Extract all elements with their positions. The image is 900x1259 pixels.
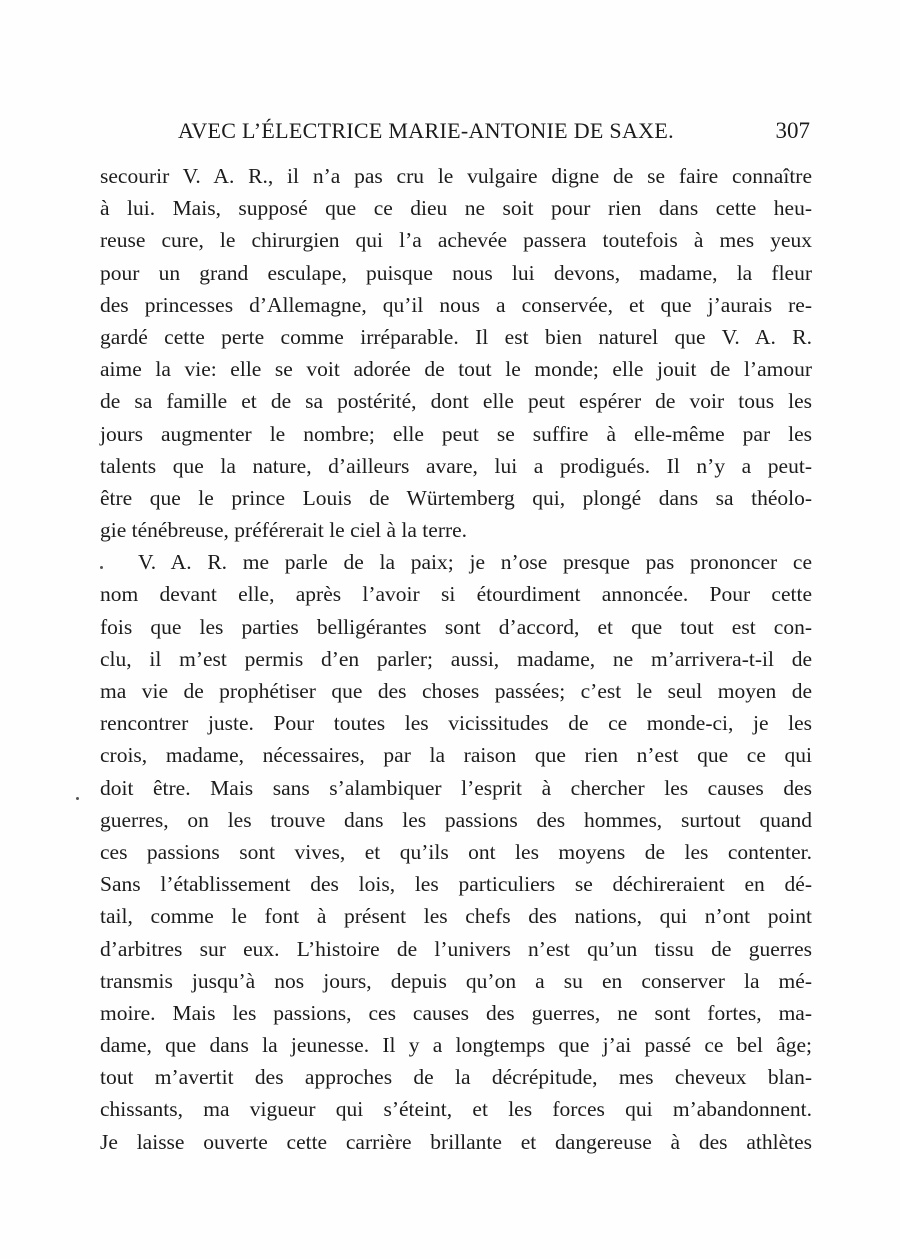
text-line: à lui. Mais, supposé que ce dieu ne soit pour rien dans cette heu- bbox=[100, 196, 812, 221]
text-line: chissants, ma vigueur qui s’éteint, et les forces qui m’abandonnent. bbox=[100, 1097, 812, 1122]
text-line: tail, comme le font à présent les chefs des nations, qui n’ont point bbox=[100, 904, 812, 929]
text-line: de sa famille et de sa postérité, dont elle peut espérer de voir tous les bbox=[100, 389, 812, 414]
text-line: talents que la nature, d’ailleurs avare, lui a prodigués. Il n’y a peut- bbox=[100, 453, 812, 478]
body-text bbox=[100, 160, 812, 1158]
text-line: transmis jusqu’à nos jours, depuis qu’on a su en conserver la mé- bbox=[100, 968, 812, 993]
running-head bbox=[100, 118, 812, 150]
text-line: crois, madame, nécessaires, par la raison que rien n’est que ce qui bbox=[100, 743, 812, 768]
paragraph-first-line: V. A. R. me parle de la paix; je n’ose presque pas prononcer ce bbox=[138, 550, 812, 575]
text-line: des princesses d’Allemagne, qu’il nous a conservée, et que j’aurais re- bbox=[100, 292, 812, 317]
text-line: Sans l’établissement des lois, les particuliers se déchireraient en dé- bbox=[100, 872, 812, 897]
running-title: AVEC L’ÉLECTRICE MARIE-ANTONIE DE SAXE. bbox=[178, 118, 674, 143]
text-line: rencontrer juste. Pour toutes les vicissitudes de ce monde-ci, je les bbox=[100, 711, 812, 736]
text-line: doit être. Mais sans s’alambiquer l’esprit à chercher les causes des bbox=[100, 775, 812, 800]
text-line: gardé cette perte comme irréparable. Il est bien naturel que V. A. R. bbox=[100, 324, 812, 349]
text-line: ces passions sont vives, et qu’ils ont les moyens de les contenter. bbox=[100, 839, 812, 864]
text-line: d’arbitres sur eux. L’histoire de l’univers n’est qu’un tissu de guerres bbox=[100, 936, 812, 961]
text-line: ma vie de prophétiser que des choses passées; c’est le seul moyen de bbox=[100, 679, 812, 703]
text-line: fois que les parties belligérantes sont d’accord, et que tout est con- bbox=[100, 614, 812, 639]
text-line: guerres, on les trouve dans les passions des hommes, surtout quand bbox=[100, 807, 812, 832]
text-line: secourir V. A. R., il n’a pas cru le vulgaire digne de se faire connaître bbox=[100, 164, 812, 188]
text-line: Je laisse ouverte cette carrière brillante et dangereuse à des athlètes bbox=[100, 1129, 812, 1154]
text-line: tout m’avertit des approches de la décrépitude, mes cheveux blan- bbox=[100, 1065, 812, 1090]
text-line: jours augmenter le nombre; elle peut se suffire à elle-même par les bbox=[100, 421, 812, 446]
text-line: moire. Mais les passions, ces causes des guerres, ne sont fortes, ma- bbox=[100, 1000, 812, 1025]
text-line: être que le prince Louis de Würtemberg qui, plongé dans sa théolo- bbox=[100, 485, 812, 510]
text-line: nom devant elle, après l’avoir si étourdiment annoncée. Pour cette bbox=[100, 582, 812, 607]
text-line: pour un grand esculape, puisque nous lui devons, madame, la fleur bbox=[100, 260, 812, 285]
page-number: 307 bbox=[775, 118, 810, 143]
text-line: reuse cure, le chirurgien qui l’a achevée passera toutefois à mes yeux bbox=[100, 228, 812, 253]
paragraph-end-line: gie ténébreuse, préférerait le ciel à la terre. bbox=[100, 518, 468, 543]
text-line: dame, que dans la jeunesse. Il y a longtemps que j’ai passé ce bel âge; bbox=[100, 1033, 812, 1058]
print-speck bbox=[76, 797, 79, 800]
print-speck bbox=[100, 566, 103, 569]
text-line: aime la vie: elle se voit adorée de tout le monde; elle jouit de l’amour bbox=[100, 357, 812, 382]
text-line: clu, il m’est permis d’en parler; aussi, madame, ne m’arrivera-t-il de bbox=[100, 646, 812, 671]
